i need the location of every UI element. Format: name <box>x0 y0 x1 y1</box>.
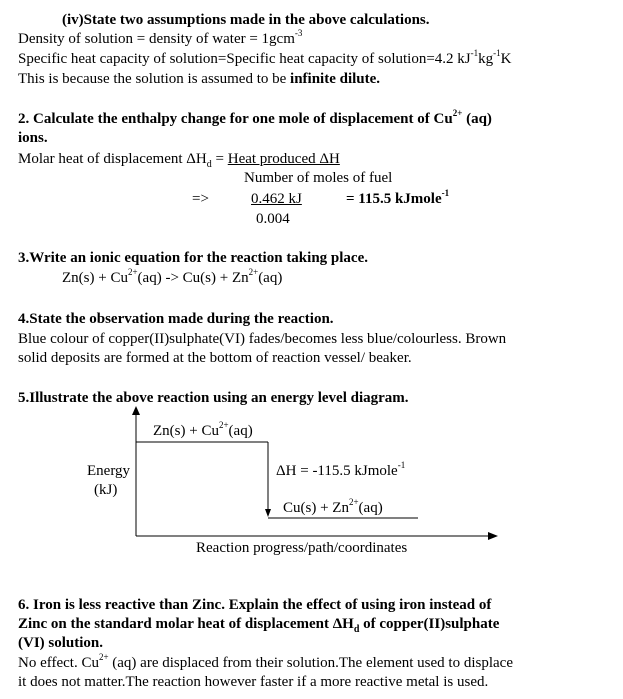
heat-capacity-text-a: Specific heat capacity of solution=Specific heat capacity of solution=4.2 kJ <box>18 51 471 67</box>
q6-answer-1-charge: 2+ <box>98 652 109 662</box>
q6-line-2-rest: of copper(II)sulphate <box>359 616 500 632</box>
dilute-text: This is because the solution is assumed to be <box>18 71 291 87</box>
ionic-eq-c: (aq) <box>258 270 283 286</box>
y-axis-label: Energy <box>87 463 131 479</box>
q6-answer-2: it does not matter.The reaction however faster if a more reactive metal is used. <box>18 674 489 690</box>
ionic-eq-charge-1: 2+ <box>127 267 138 277</box>
implies-arrow: => <box>192 191 209 207</box>
delta-h-label <box>276 462 405 480</box>
products-state: (aq) <box>358 500 383 516</box>
q6-line-2 <box>18 615 499 633</box>
q6-line-2-text: Zinc on the standard molar heat of displacement ΔH <box>18 616 354 632</box>
q5-heading: 5.Illustrate the above reaction using an energy level diagram. <box>18 390 409 406</box>
observation-line-1: Blue colour of copper(II)sulphate(VI) fades/becomes less blue/colourless. Brown <box>18 331 507 347</box>
density-text: Density of solution = density of water = 1gcm <box>18 31 295 47</box>
heat-capacity-exp-1: -1 <box>470 48 479 58</box>
observation-line-2: solid deposits are formed at the bottom of reaction vessel/ beaker. <box>18 350 412 366</box>
enthalpy-result-exp: -1 <box>441 188 450 198</box>
formula-numerator: Heat produced ΔH <box>227 151 340 167</box>
q6-answer-1 <box>18 654 513 672</box>
delta-h-exp: -1 <box>397 460 406 470</box>
ionic-eq-b: (aq) -> Cu(s) + Zn <box>137 270 249 286</box>
q6-answer-1-rest: (aq) are displaced from their solution.The element used to displace <box>108 655 513 671</box>
assumptions-heading: (iv)State two assumptions made in the above calculations. <box>62 12 430 28</box>
enthalpy-change-arrowhead <box>265 509 271 517</box>
reactants-label <box>153 422 253 440</box>
q2-heading-text: 2. Calculate the enthalpy change for one mole of displacement of Cu <box>18 111 453 127</box>
products-label <box>283 499 383 517</box>
reactants-charge: 2+ <box>218 420 229 430</box>
value-numerator: 0.462 kJ <box>251 191 302 207</box>
heat-capacity-text-b: kg <box>478 51 494 67</box>
q2-heading-state: (aq) <box>462 111 492 127</box>
q3-heading: 3.Write an ionic equation for the reaction taking place. <box>18 250 368 266</box>
value-denominator: 0.004 <box>256 211 290 227</box>
q2-heading-charge: 2+ <box>452 108 463 118</box>
molar-heat-sub: d <box>206 159 212 170</box>
heat-capacity-text-c: K <box>500 51 512 67</box>
x-axis-label: Reaction progress/path/coordinates <box>196 540 408 556</box>
ionic-eq-a: Zn(s) + Cu <box>62 270 128 286</box>
dilute-emphasis: infinite dilute. <box>290 71 381 87</box>
q4-heading: 4.State the observation made during the reaction. <box>18 311 334 327</box>
enthalpy-result-text: = 115.5 kJmole <box>346 191 442 207</box>
heat-capacity-exp-2: -1 <box>493 48 501 58</box>
y-axis-unit: (kJ) <box>94 482 118 498</box>
delta-h-text: ΔH = -115.5 kJmole <box>276 463 398 479</box>
formula-denominator: Number of moles of fuel <box>244 170 393 186</box>
density-exponent: -3 <box>294 28 303 38</box>
q6-line-1: 6. Iron is less reactive than Zinc. Explain the effect of using iron instead of <box>18 597 492 613</box>
reactants-text: Zn(s) + Cu <box>153 423 219 439</box>
reactants-state: (aq) <box>228 423 253 439</box>
molar-heat-equals: = <box>211 151 228 167</box>
molar-heat-label: Molar heat of displacement ΔH <box>18 151 207 167</box>
products-charge: 2+ <box>348 497 359 507</box>
x-axis-arrowhead <box>488 532 498 540</box>
products-text: Cu(s) + Zn <box>283 500 349 516</box>
y-axis-arrowhead <box>132 406 140 415</box>
q6-answer-1-text: No effect. Cu <box>18 655 99 671</box>
q2-heading-cont: ions. <box>18 130 48 146</box>
q6-line-2-sub: d <box>353 624 360 635</box>
q6-line-3: (VI) solution. <box>18 635 104 651</box>
ionic-eq-charge-2: 2+ <box>248 267 259 277</box>
